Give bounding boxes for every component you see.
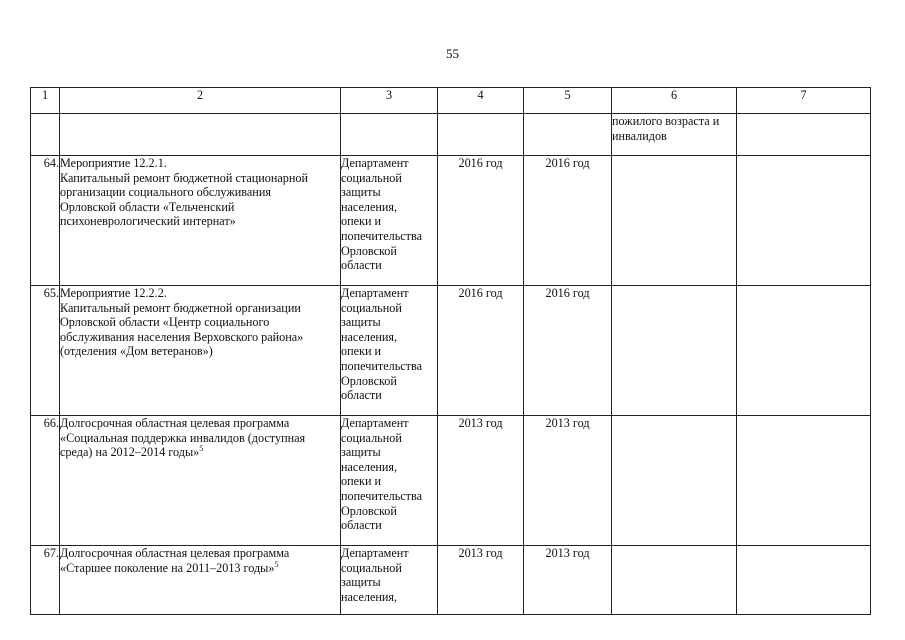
continuation-text	[612, 114, 737, 156]
table-row	[31, 416, 871, 546]
header-cell-1: 1	[31, 88, 60, 114]
responsible-department	[341, 156, 438, 286]
department-line: социальной	[341, 560, 402, 575]
continuation-row	[31, 114, 871, 156]
header-row	[31, 88, 871, 114]
row-number: 64.	[31, 156, 60, 286]
measure-name-line: Мероприятие 12.2.1.	[60, 156, 167, 170]
department-line: опеки и	[341, 214, 382, 229]
cell-empty	[60, 114, 341, 156]
responsible-department	[341, 546, 438, 615]
department-line: защиты	[341, 185, 381, 200]
header-cell-2: 2	[60, 88, 341, 114]
cell-empty	[737, 416, 871, 546]
department-line: попечительства	[341, 488, 423, 503]
cell-empty	[737, 156, 871, 286]
measure-name	[60, 156, 341, 286]
continuation-line: инвалидов	[612, 128, 667, 143]
department-line: Департамент	[341, 156, 409, 170]
department-line: социальной	[341, 170, 402, 185]
department-line: попечительства	[341, 228, 423, 243]
cell-empty	[438, 114, 524, 156]
table-row	[31, 286, 871, 416]
row-number: 65.	[31, 286, 60, 416]
department-line: населения,	[341, 329, 398, 344]
cell-empty	[737, 286, 871, 416]
department-line: населения,	[341, 199, 398, 214]
department-line: социальной	[341, 430, 402, 445]
measure-name-line: обслуживания населения Верховского района»	[60, 329, 304, 344]
measure-name-text: «Старшее поколение на 2011–2013 годы»	[60, 560, 275, 575]
department-line: опеки и	[341, 344, 382, 359]
end-year: 2013 год	[524, 416, 612, 546]
header-cell-7: 7	[737, 88, 871, 114]
header-cell-5: 5	[524, 88, 612, 114]
department-line: населения,	[341, 589, 398, 604]
start-year: 2013 год	[438, 546, 524, 615]
header-cell-6: 6	[612, 88, 737, 114]
measure-name-line: «Социальная поддержка инвалидов (доступная	[60, 430, 306, 445]
start-year: 2016 год	[438, 286, 524, 416]
footnote-marker: 5	[274, 559, 279, 569]
end-year: 2016 год	[524, 156, 612, 286]
measure-name-line: организации социального обслуживания	[60, 185, 271, 200]
cell-empty	[341, 114, 438, 156]
department-line: защиты	[341, 575, 381, 590]
department-line: Орловской	[341, 503, 397, 518]
measure-name-line: Капитальный ремонт бюджетной стационарной	[60, 170, 309, 185]
cell-empty	[737, 114, 871, 156]
department-line: области	[341, 518, 382, 533]
start-year: 2013 год	[438, 416, 524, 546]
continuation-line: пожилого возраста и	[612, 114, 720, 128]
department-line: Орловской	[341, 243, 397, 258]
end-year: 2013 год	[524, 546, 612, 615]
department-line: защиты	[341, 315, 381, 330]
department-line: области	[341, 258, 382, 273]
measure-name-line: Долгосрочная областная целевая программа	[60, 546, 290, 560]
row-number: 67.	[31, 546, 60, 615]
table-row	[31, 156, 871, 286]
cell-empty	[31, 114, 60, 156]
header-cell-3: 3	[341, 88, 438, 114]
department-line: социальной	[341, 300, 402, 315]
cell-empty	[612, 416, 737, 546]
cell-empty	[612, 156, 737, 286]
cell-empty	[737, 546, 871, 615]
measure-name-line	[60, 561, 340, 576]
department-line: защиты	[341, 445, 381, 460]
start-year: 2016 год	[438, 156, 524, 286]
measure-name	[60, 286, 341, 416]
department-line: попечительства	[341, 358, 423, 373]
measure-name-line: Орловской области «Центр социального	[60, 315, 270, 330]
department-line: области	[341, 388, 382, 403]
table-row	[31, 546, 871, 615]
row-number: 66.	[31, 416, 60, 546]
department-line: Департамент	[341, 286, 409, 300]
measure-name	[60, 416, 341, 546]
measure-name-text: среда) на 2012–2014 годы»	[60, 445, 200, 460]
responsible-department	[341, 286, 438, 416]
measure-name-line	[60, 445, 340, 460]
department-line: населения,	[341, 459, 398, 474]
department-line: опеки и	[341, 474, 382, 489]
measure-name-line: Капитальный ремонт бюджетной организации	[60, 300, 301, 315]
measure-name-line: Орловской области «Тельченский	[60, 199, 235, 214]
department-line: Департамент	[341, 546, 409, 560]
measure-name	[60, 546, 341, 615]
header-cell-4: 4	[438, 88, 524, 114]
measure-name-line: психоневрологический интернат»	[60, 214, 236, 229]
measures-table	[30, 87, 871, 615]
page-number: 55	[446, 46, 459, 61]
responsible-department	[341, 416, 438, 546]
department-line: Орловской	[341, 373, 397, 388]
footnote-marker: 5	[199, 444, 204, 454]
cell-empty	[612, 286, 737, 416]
cell-empty	[612, 546, 737, 615]
department-line: Департамент	[341, 416, 409, 430]
measure-name-line: Долгосрочная областная целевая программа	[60, 416, 290, 430]
measure-name-line: (отделения «Дом ветеранов»)	[60, 344, 213, 359]
measure-name-line: Мероприятие 12.2.2.	[60, 286, 167, 300]
cell-empty	[524, 114, 612, 156]
end-year: 2016 год	[524, 286, 612, 416]
